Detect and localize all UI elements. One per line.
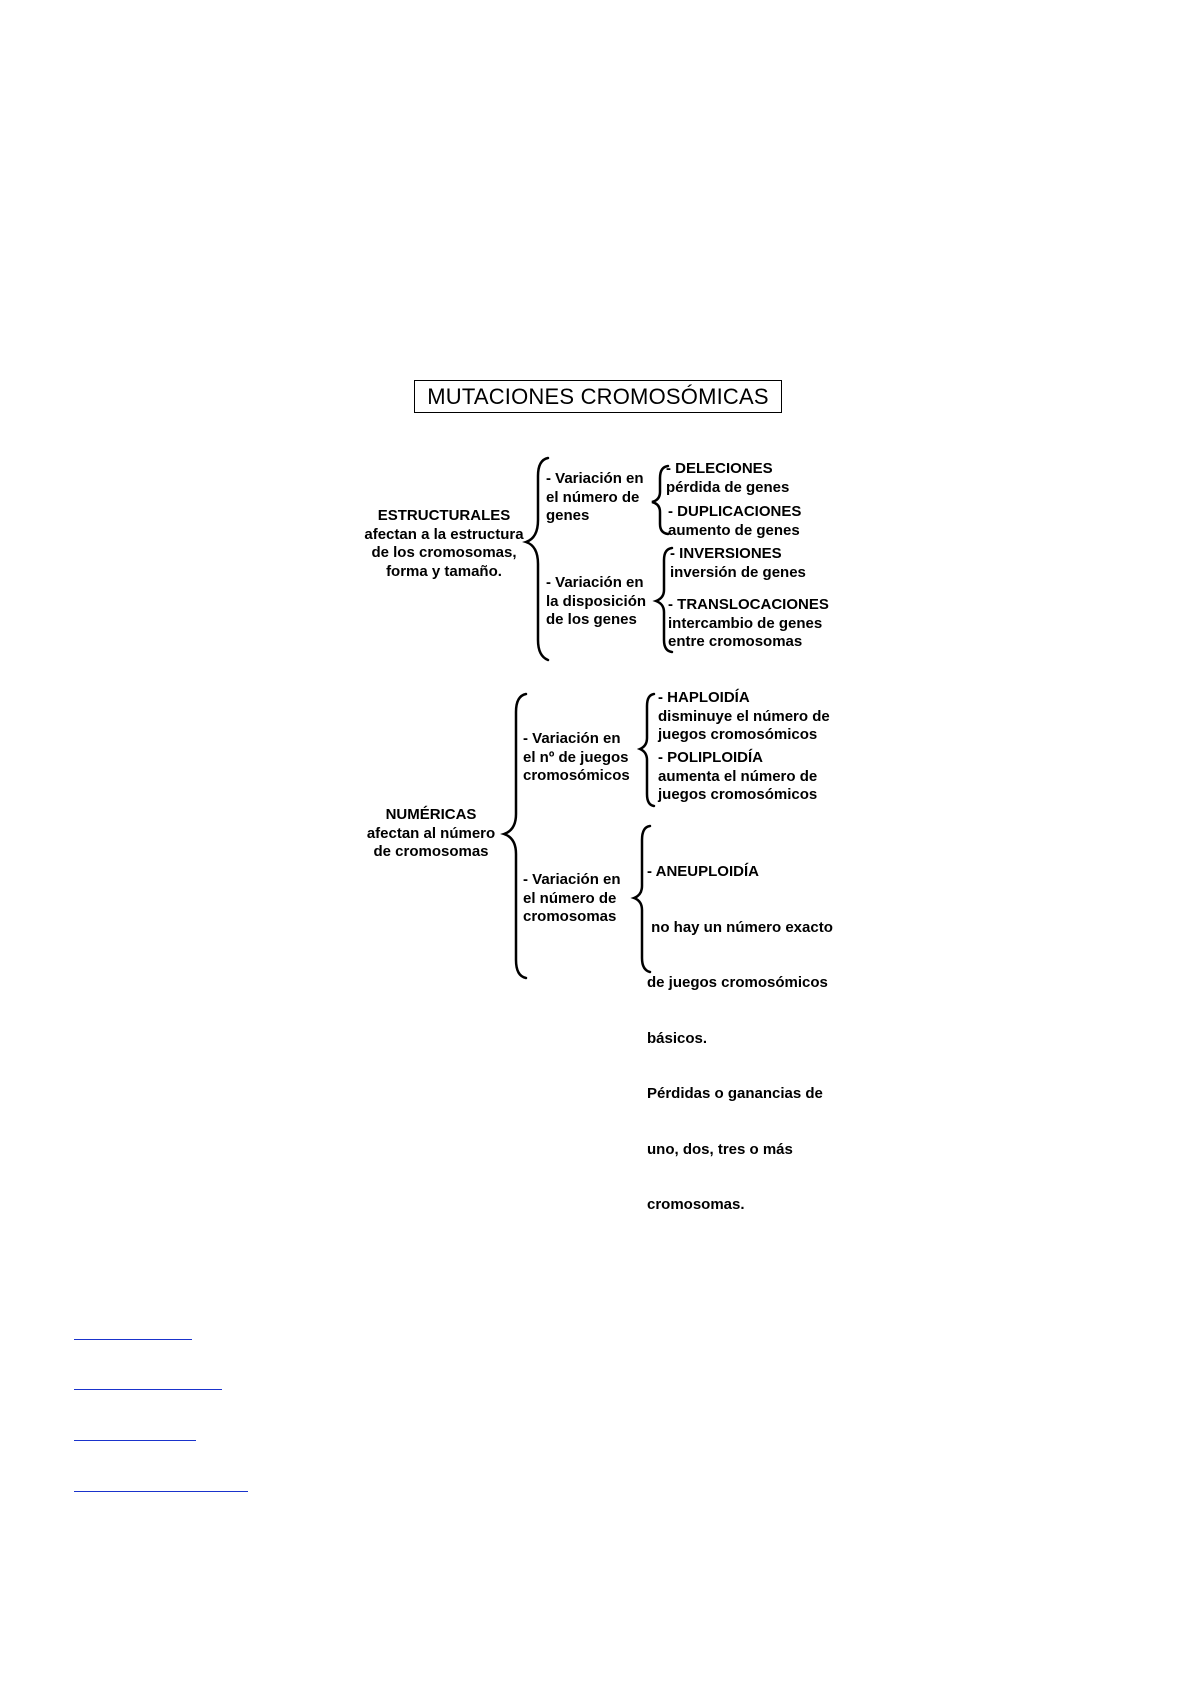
- var-numero-cromosomas: [523, 871, 621, 927]
- duplicaciones-heading: - DUPLICACIONES: [668, 503, 802, 520]
- inversiones-desc: inversión de genes: [670, 563, 806, 581]
- var-disposicion-genes: [546, 574, 646, 630]
- translocaciones-heading: - TRANSLOCACIONES: [668, 596, 829, 613]
- var-numero-line: el número de: [546, 488, 640, 506]
- var-cromosomas-line: - Variación en: [523, 871, 621, 888]
- poliploidia: [658, 749, 817, 805]
- link-underline-1[interactable]: [74, 1338, 192, 1340]
- link-underline-2[interactable]: [74, 1388, 222, 1390]
- aneuploidia-desc: cromosomas.: [647, 1196, 745, 1213]
- deleciones: [666, 460, 789, 497]
- var-numero-line: genes: [546, 507, 590, 524]
- haploidia-desc: disminuye el número de: [658, 707, 830, 725]
- numericas-heading: NUMÉRICAS: [385, 806, 477, 823]
- duplicaciones-desc: aumento de genes: [668, 521, 800, 539]
- var-disposicion-line: la disposición: [546, 592, 647, 610]
- var-numero-line: - Variación en: [546, 470, 644, 487]
- aneuploidia-desc: uno, dos, tres o más: [647, 1140, 793, 1158]
- estructurales-desc-line: afectan a la estructura: [364, 525, 524, 543]
- var-numero-genes: [546, 470, 644, 526]
- poliploidia-desc: aumenta el número de: [658, 767, 818, 785]
- numericas-desc-line: afectan al número: [366, 824, 496, 842]
- estructurales-block: [356, 507, 532, 581]
- haploidia-desc: juegos cromosómicos: [658, 726, 818, 743]
- var-cromosomas-line: cromosomas: [523, 908, 617, 925]
- haploidia: [658, 689, 830, 745]
- duplicaciones: [668, 503, 801, 540]
- bracket-var-juegos: [640, 694, 654, 806]
- link-underline-4[interactable]: [74, 1490, 248, 1492]
- aneuploidia: [647, 826, 833, 1233]
- aneuploidia-desc: Pérdidas o ganancias de: [647, 1085, 823, 1102]
- var-juegos-line: cromosómicos: [523, 767, 630, 784]
- var-juegos-line: - Variación en: [523, 730, 621, 747]
- diagram-title: MUTACIONES CROMOSÓMICAS: [414, 380, 782, 413]
- estructurales-heading: ESTRUCTURALES: [377, 507, 511, 524]
- deleciones-desc: pérdida de genes: [666, 478, 790, 496]
- numericas-desc-line: de cromosomas: [373, 843, 489, 860]
- aneuploidia-desc: de juegos cromosómicos: [647, 974, 828, 991]
- poliploidia-desc: juegos cromosómicos: [658, 786, 818, 803]
- inversiones: [670, 545, 806, 582]
- inversiones-heading: - INVERSIONES: [670, 545, 782, 562]
- link-underline-3[interactable]: [74, 1439, 196, 1441]
- aneuploidia-desc: básicos.: [647, 1029, 708, 1047]
- translocaciones-desc: entre cromosomas: [668, 633, 803, 650]
- estructurales-desc-line: forma y tamaño.: [386, 562, 502, 580]
- aneuploidia-desc: no hay un número exacto: [647, 918, 833, 936]
- var-cromosomas-line: el número de: [523, 889, 617, 907]
- haploidia-heading: - HAPLOIDÍA: [658, 689, 750, 706]
- var-juegos-line: el nº de juegos: [523, 748, 629, 766]
- poliploidia-heading: - POLIPLOIDÍA: [658, 749, 763, 766]
- translocaciones-desc: intercambio de genes: [668, 614, 823, 632]
- aneuploidia-heading: - ANEUPLOIDÍA: [647, 863, 759, 880]
- var-disposicion-line: de los genes: [546, 611, 637, 628]
- estructurales-desc-line: de los cromosomas,: [371, 544, 517, 561]
- numericas-block: [356, 806, 506, 862]
- translocaciones: [668, 596, 829, 652]
- deleciones-heading: - DELECIONES: [666, 460, 773, 477]
- var-disposicion-line: - Variación en: [546, 574, 644, 591]
- var-juegos-cromosomicos: [523, 730, 630, 786]
